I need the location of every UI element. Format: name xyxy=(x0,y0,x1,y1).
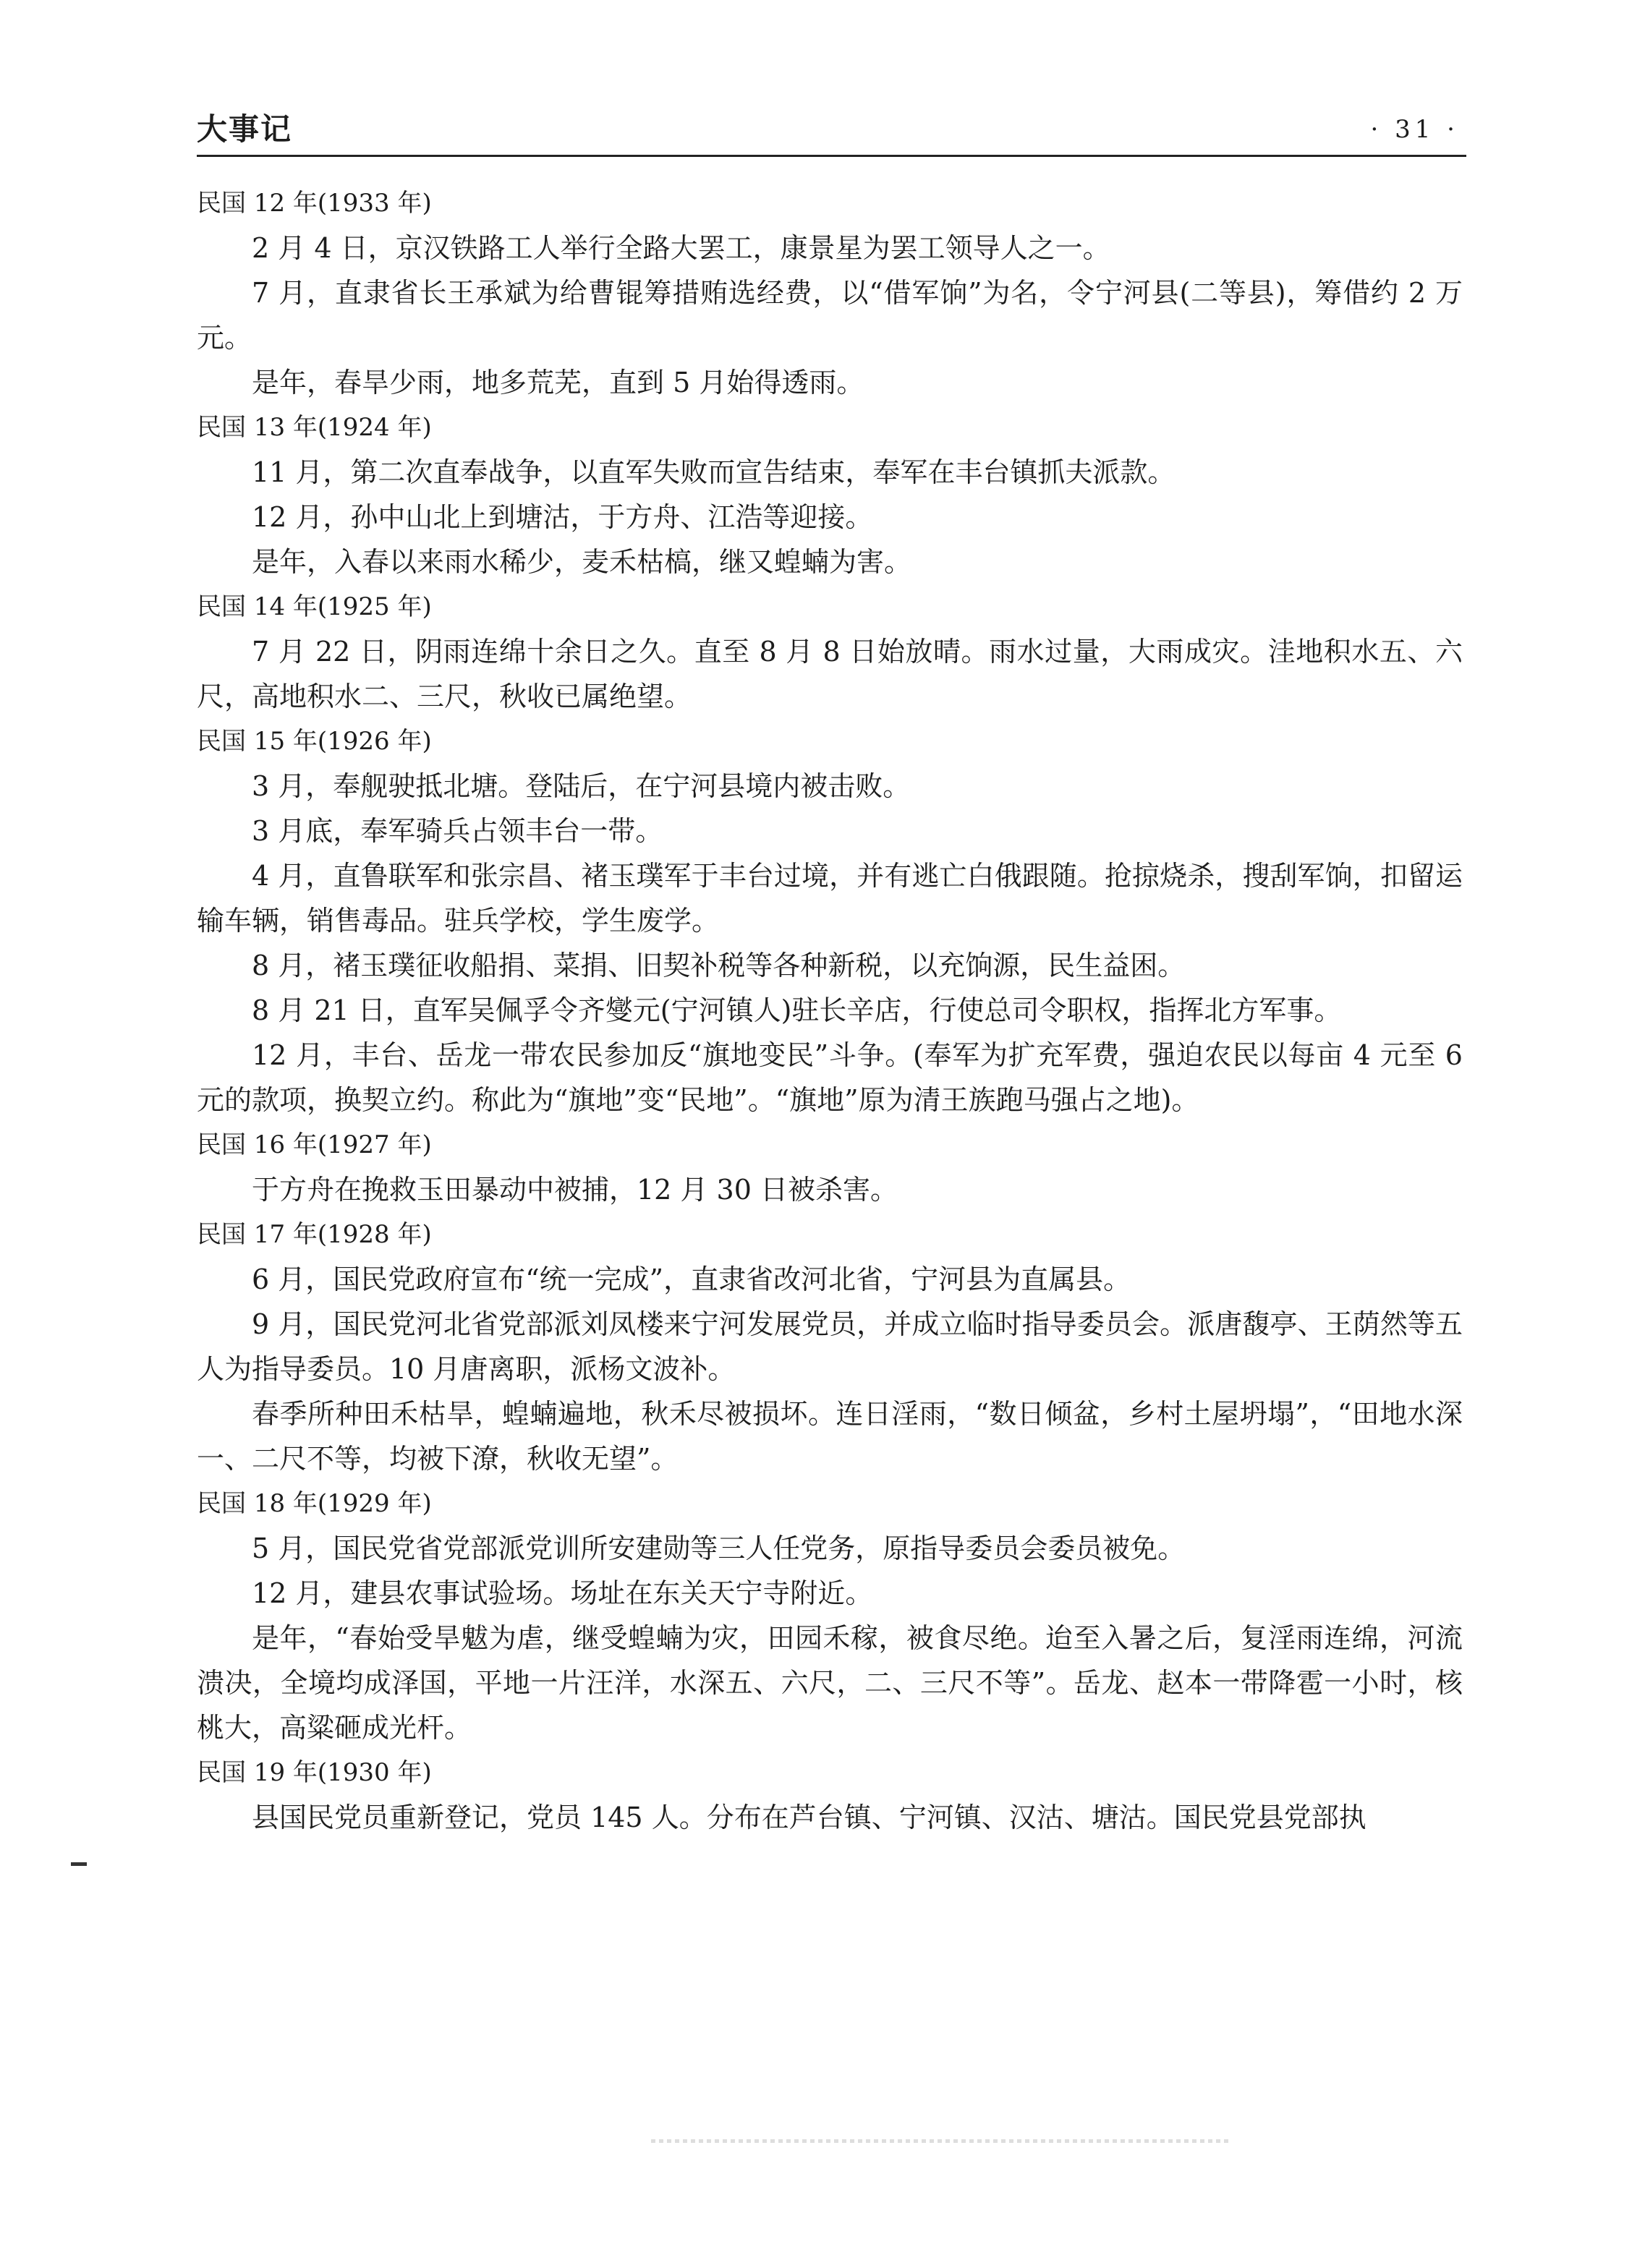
chronicle-entry: 9 月，国民党河北省党部派刘凤楼来宁河发展党员，并成立临时指导委员会。派唐馥亭、王荫然等五人为指导委员。10 月唐离职，派杨文波补。 xyxy=(197,1308,1463,1385)
running-title: 大事记 xyxy=(197,111,293,147)
page-number: · 31 · xyxy=(1370,115,1459,144)
chronicle-entry: 县国民党员重新登记，党员 145 人。分布在芦台镇、宁河镇、汉沽、塘沽。国民党县党部执 xyxy=(252,1802,1366,1833)
margin-mark xyxy=(71,1862,87,1866)
year-heading: 民国 17 年(1928 年) xyxy=(197,1220,432,1249)
chronicle-entry: 12 月，孙中山北上到塘沽，于方舟、江浩等迎接。 xyxy=(252,501,873,533)
chronicle-entry: 5 月，国民党省党部派党训所安建勋等三人任党务，原指导委员会委员被免。 xyxy=(252,1532,1186,1564)
chronicle-entry: 于方舟在挽救玉田暴动中被捕，12 月 30 日被杀害。 xyxy=(252,1174,898,1206)
chronicle-entry: 8 月 21 日，直军吴佩孚令齐燮元(宁河镇人)驻长辛店，行使总司令职权，指挥北方军事。 xyxy=(252,994,1342,1026)
year-heading: 民国 14 年(1925 年) xyxy=(197,592,432,621)
year-heading: 民国 13 年(1924 年) xyxy=(197,413,432,442)
year-heading: 民国 15 年(1926 年) xyxy=(197,727,432,756)
chronicle-entry: 8 月，褚玉璞征收船捐、菜捐、旧契补税等各种新税，以充饷源，民生益困。 xyxy=(252,950,1186,981)
scan-artifact xyxy=(651,2139,1230,2143)
chronicle-body xyxy=(197,181,1463,1840)
chronicle-entry: 12 月，建县农事试验场。场址在东关天宁寺附近。 xyxy=(252,1577,873,1609)
chronicle-entry: 3 月，奉舰驶抵北塘。登陆后，在宁河县境内被击败。 xyxy=(252,770,911,802)
year-heading: 民国 16 年(1927 年) xyxy=(197,1130,432,1159)
chronicle-entry: 是年，春旱少雨，地多荒芜，直到 5 月始得透雨。 xyxy=(252,367,864,398)
chronicle-entry: 是年，“春始受旱魃为虐，继受蝗蝻为灾，田园禾稼，被食尽绝。迨至入暑之后，复淫雨连绵，河流溃决，全境均成泽国，平地一片汪洋，水深五、六尺，二、三尺不等”。岳龙、赵本一带降雹一小时，核桃大，高粱砸成光杆。 xyxy=(197,1622,1463,1744)
chronicle-entry: 12 月，丰台、岳龙一带农民参加反“旗地变民”斗争。(奉军为扩充军费，强迫农民以每亩 4 元至 6 元的款项，换契立约。称此为“旗地”变“民地”。“旗地”原为清王族跑马强占之地)。 xyxy=(197,1039,1463,1116)
chronicle-entry: 3 月底，奉军骑兵占领丰台一带。 xyxy=(252,815,663,847)
year-heading: 民国 19 年(1930 年) xyxy=(197,1758,432,1787)
page-header xyxy=(197,108,1466,150)
header-rule xyxy=(197,155,1466,157)
chronicle-entry: 6 月，国民党政府宣布“统一完成”，直隶省改河北省，宁河县为直属县。 xyxy=(252,1263,1131,1295)
chronicle-entry: 2 月 4 日，京汉铁路工人举行全路大罢工，康景星为罢工领导人之一。 xyxy=(252,232,1110,264)
year-heading: 民国 18 年(1929 年) xyxy=(197,1489,432,1518)
year-heading: 民国 12 年(1933 年) xyxy=(197,189,432,218)
chronicle-entry: 4 月，直鲁联军和张宗昌、褚玉璞军于丰台过境，并有逃亡白俄跟随。抢掠烧杀，搜刮军饷，扣留运输车辆，销售毒品。驻兵学校，学生废学。 xyxy=(197,860,1463,937)
chronicle-entry: 11 月，第二次直奉战争，以直军失败而宣告结束，奉军在丰台镇抓夫派款。 xyxy=(252,456,1176,488)
chronicle-entry: 春季所种田禾枯旱，蝗蝻遍地，秋禾尽被损坏。连日淫雨，“数日倾盆，乡村土屋坍塌”，“田地水深一、二尺不等，均被下潦，秋收无望”。 xyxy=(197,1398,1463,1475)
chronicle-entry: 7 月 22 日，阴雨连绵十余日之久。直至 8 月 8 日始放晴。雨水过量，大雨成灾。洼地积水五、六尺，高地积水二、三尺，秋收已属绝望。 xyxy=(197,636,1463,712)
chronicle-entry: 7 月，直隶省长王承斌为给曹锟筹措贿选经费，以“借军饷”为名，令宁河县(二等县)，筹借约 2 万元。 xyxy=(197,277,1463,354)
chronicle-entry: 是年，入春以来雨水稀少，麦禾枯槁，继又蝗蝻为害。 xyxy=(252,546,912,578)
